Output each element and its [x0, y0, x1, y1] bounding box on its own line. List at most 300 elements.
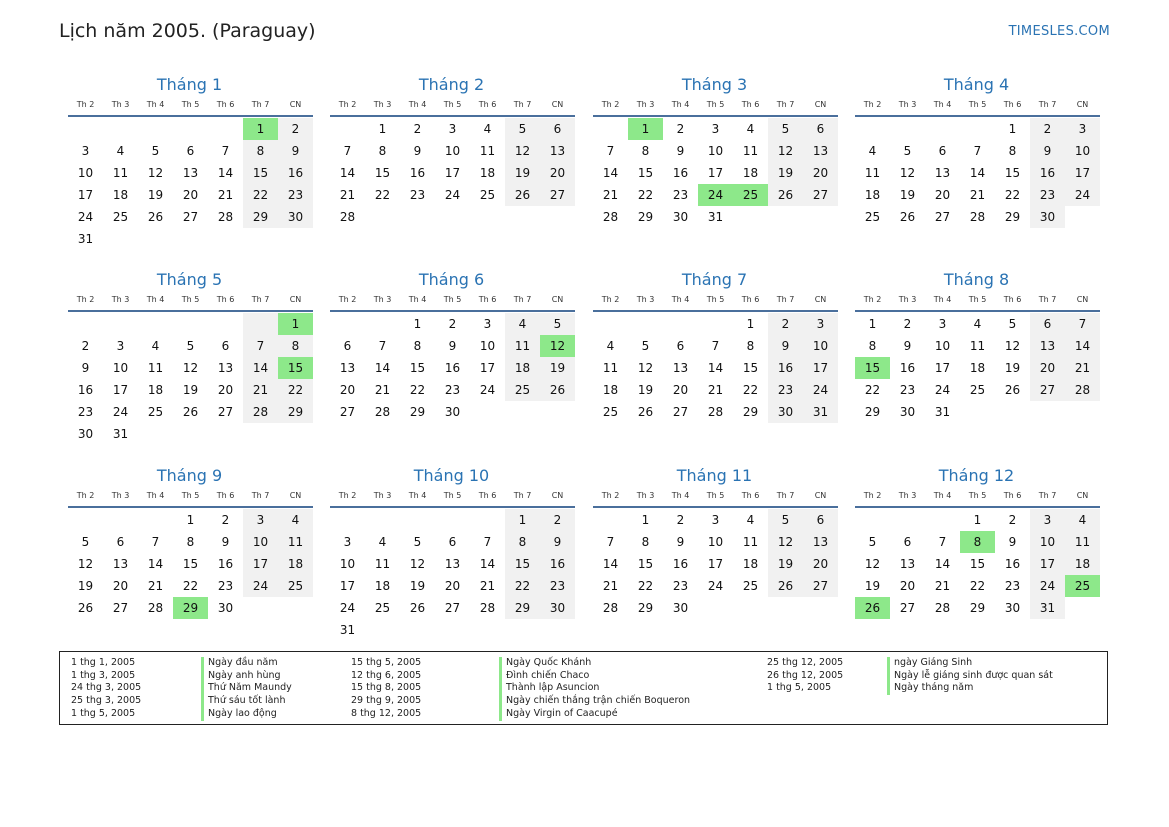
day-cell[interactable]: 25	[147, 405, 164, 419]
day-cell[interactable]: 30	[217, 601, 234, 615]
day-cell[interactable]: 1	[413, 317, 422, 331]
day-cell[interactable]: 26	[899, 210, 916, 224]
day-cell[interactable]: 17	[339, 579, 356, 593]
day-cell[interactable]: 8	[278, 335, 313, 357]
day-cell[interactable]: 16	[899, 361, 916, 375]
day-cell[interactable]: 31	[934, 405, 951, 419]
day-cell[interactable]: 22	[742, 383, 759, 397]
day-cell[interactable]: 24	[444, 188, 461, 202]
day-cell[interactable]: 18	[505, 357, 540, 379]
day-cell[interactable]: 4	[278, 509, 313, 531]
day-cell[interactable]: 10	[934, 339, 951, 353]
day-cell[interactable]: 25	[864, 210, 881, 224]
day-cell[interactable]: 23	[217, 579, 234, 593]
day-cell[interactable]: 10	[1030, 531, 1065, 553]
day-cell[interactable]: 26	[768, 184, 803, 206]
day-cell[interactable]: 8	[960, 531, 995, 553]
day-cell[interactable]: 30	[540, 597, 575, 619]
day-cell[interactable]: 21	[339, 188, 356, 202]
day-cell[interactable]: 1	[746, 317, 755, 331]
day-cell[interactable]: 2	[1008, 513, 1017, 527]
day-cell[interactable]: 2	[676, 513, 685, 527]
day-cell[interactable]: 8	[505, 531, 540, 553]
day-cell[interactable]: 27	[803, 575, 838, 597]
day-cell[interactable]: 24	[112, 405, 129, 419]
day-cell[interactable]: 5	[151, 144, 160, 158]
day-cell[interactable]: 13	[339, 361, 356, 375]
day-cell[interactable]: 28	[707, 405, 724, 419]
day-cell[interactable]: 10	[444, 144, 461, 158]
day-cell[interactable]: 26	[505, 184, 540, 206]
day-cell[interactable]: 21	[479, 579, 496, 593]
day-cell[interactable]: 16	[444, 361, 461, 375]
day-cell[interactable]: 19	[864, 579, 881, 593]
day-cell[interactable]: 30	[672, 210, 689, 224]
day-cell[interactable]: 5	[540, 313, 575, 335]
day-cell[interactable]: 11	[742, 144, 759, 158]
day-cell[interactable]: 24	[934, 383, 951, 397]
day-cell[interactable]: 9	[448, 339, 457, 353]
day-cell[interactable]: 19	[1004, 361, 1021, 375]
day-cell[interactable]: 3	[711, 513, 720, 527]
day-cell[interactable]: 4	[973, 317, 982, 331]
day-cell[interactable]: 8	[378, 144, 387, 158]
day-cell[interactable]: 20	[217, 383, 234, 397]
day-cell[interactable]: 25	[479, 188, 496, 202]
day-cell[interactable]: 17	[803, 357, 838, 379]
day-cell[interactable]: 20	[182, 188, 199, 202]
day-cell[interactable]: 27	[217, 405, 234, 419]
day-cell[interactable]: 1	[505, 509, 540, 531]
day-cell[interactable]: 8	[746, 339, 755, 353]
day-cell[interactable]: 17	[112, 383, 129, 397]
day-cell[interactable]: 20	[339, 383, 356, 397]
day-cell[interactable]: 28	[969, 210, 986, 224]
day-cell[interactable]: 29	[742, 405, 759, 419]
day-cell[interactable]: 24	[339, 601, 356, 615]
day-cell[interactable]: 10	[707, 144, 724, 158]
day-cell[interactable]: 6	[343, 339, 352, 353]
day-cell[interactable]: 4	[606, 339, 615, 353]
day-cell[interactable]: 29	[969, 601, 986, 615]
day-cell[interactable]: 3	[483, 317, 492, 331]
day-cell[interactable]: 31	[339, 623, 356, 637]
day-cell[interactable]: 9	[413, 144, 422, 158]
day-cell[interactable]: 4	[868, 144, 877, 158]
day-cell[interactable]: 5	[903, 144, 912, 158]
day-cell[interactable]: 26	[409, 601, 426, 615]
day-cell[interactable]: 10	[803, 335, 838, 357]
day-cell[interactable]: 15	[1004, 166, 1021, 180]
day-cell[interactable]: 3	[116, 339, 125, 353]
day-cell[interactable]: 17	[243, 553, 278, 575]
day-cell[interactable]: 21	[1065, 357, 1100, 379]
day-cell[interactable]: 25	[742, 579, 759, 593]
day-cell[interactable]: 13	[444, 557, 461, 571]
day-cell[interactable]: 30	[1030, 206, 1065, 228]
day-cell[interactable]: 28	[374, 405, 391, 419]
day-cell[interactable]: 30	[278, 206, 313, 228]
day-cell[interactable]: 21	[243, 379, 278, 401]
day-cell[interactable]: 9	[676, 535, 685, 549]
day-cell[interactable]: 8	[641, 535, 650, 549]
day-cell[interactable]: 23	[899, 383, 916, 397]
day-cell[interactable]: 9	[768, 335, 803, 357]
day-cell[interactable]: 29	[637, 210, 654, 224]
day-cell[interactable]: 28	[1065, 379, 1100, 401]
day-cell[interactable]: 20	[934, 188, 951, 202]
day-cell[interactable]: 27	[672, 405, 689, 419]
day-cell[interactable]: 9	[1008, 535, 1017, 549]
day-cell[interactable]: 16	[409, 166, 426, 180]
day-cell[interactable]: 16	[1004, 557, 1021, 571]
day-cell[interactable]: 3	[803, 313, 838, 335]
day-cell[interactable]: 10	[77, 166, 94, 180]
day-cell[interactable]: 22	[864, 383, 881, 397]
day-cell[interactable]: 19	[182, 383, 199, 397]
day-cell[interactable]: 26	[540, 379, 575, 401]
day-cell[interactable]: 26	[147, 210, 164, 224]
day-cell[interactable]: 14	[1065, 335, 1100, 357]
day-cell[interactable]: 23	[672, 188, 689, 202]
day-cell[interactable]: 15	[637, 166, 654, 180]
day-cell[interactable]: 13	[540, 140, 575, 162]
site-link[interactable]: TIMESLES.COM	[1008, 24, 1110, 39]
day-cell[interactable]: 20	[672, 383, 689, 397]
day-cell[interactable]: 22	[182, 579, 199, 593]
day-cell[interactable]: 27	[444, 601, 461, 615]
day-cell[interactable]: 9	[221, 535, 230, 549]
day-cell[interactable]: 11	[602, 361, 619, 375]
day-cell[interactable]: 6	[116, 535, 125, 549]
day-cell[interactable]: 16	[672, 557, 689, 571]
day-cell[interactable]: 12	[637, 361, 654, 375]
day-cell[interactable]: 22	[1004, 188, 1021, 202]
day-cell[interactable]: 31	[77, 232, 94, 246]
day-cell[interactable]: 26	[1004, 383, 1021, 397]
day-cell[interactable]: 25	[602, 405, 619, 419]
day-cell[interactable]: 8	[413, 339, 422, 353]
day-cell[interactable]: 25	[733, 184, 768, 206]
day-cell[interactable]: 3	[343, 535, 352, 549]
day-cell[interactable]: 17	[444, 166, 461, 180]
day-cell[interactable]: 7	[711, 339, 720, 353]
day-cell[interactable]: 23	[278, 184, 313, 206]
day-cell[interactable]: 20	[899, 579, 916, 593]
day-cell[interactable]: 6	[1030, 313, 1065, 335]
day-cell[interactable]: 19	[768, 553, 803, 575]
day-cell[interactable]: 9	[81, 361, 90, 375]
day-cell[interactable]: 24	[803, 379, 838, 401]
day-cell[interactable]: 12	[409, 557, 426, 571]
day-cell[interactable]: 4	[746, 513, 755, 527]
day-cell[interactable]: 26	[637, 405, 654, 419]
day-cell[interactable]: 20	[803, 553, 838, 575]
day-cell[interactable]: 5	[641, 339, 650, 353]
day-cell[interactable]: 9	[903, 339, 912, 353]
day-cell[interactable]: 21	[217, 188, 234, 202]
day-cell[interactable]: 11	[969, 339, 986, 353]
day-cell[interactable]: 2	[540, 509, 575, 531]
day-cell[interactable]: 24	[243, 575, 278, 597]
day-cell[interactable]: 20	[803, 162, 838, 184]
day-cell[interactable]: 21	[934, 579, 951, 593]
day-cell[interactable]: 11	[479, 144, 496, 158]
day-cell[interactable]: 25	[278, 575, 313, 597]
day-cell[interactable]: 2	[676, 122, 685, 136]
day-cell[interactable]: 21	[602, 188, 619, 202]
day-cell[interactable]: 12	[899, 166, 916, 180]
day-cell[interactable]: 9	[278, 140, 313, 162]
day-cell[interactable]: 3	[1030, 509, 1065, 531]
day-cell[interactable]: 12	[77, 557, 94, 571]
day-cell[interactable]: 29	[864, 405, 881, 419]
day-cell[interactable]: 15	[855, 357, 890, 379]
day-cell[interactable]: 15	[243, 162, 278, 184]
day-cell[interactable]: 7	[151, 535, 160, 549]
day-cell[interactable]: 9	[1030, 140, 1065, 162]
day-cell[interactable]: 6	[676, 339, 685, 353]
day-cell[interactable]: 8	[868, 339, 877, 353]
day-cell[interactable]: 22	[505, 575, 540, 597]
day-cell[interactable]: 16	[540, 553, 575, 575]
day-cell[interactable]: 2	[413, 122, 422, 136]
day-cell[interactable]: 7	[221, 144, 230, 158]
day-cell[interactable]: 16	[278, 162, 313, 184]
day-cell[interactable]: 27	[112, 601, 129, 615]
day-cell[interactable]: 6	[803, 118, 838, 140]
day-cell[interactable]: 21	[374, 383, 391, 397]
day-cell[interactable]: 10	[1065, 140, 1100, 162]
day-cell[interactable]: 22	[243, 184, 278, 206]
day-cell[interactable]: 18	[1065, 553, 1100, 575]
day-cell[interactable]: 19	[540, 357, 575, 379]
day-cell[interactable]: 24	[1030, 575, 1065, 597]
day-cell[interactable]: 24	[698, 184, 733, 206]
day-cell[interactable]: 31	[803, 401, 838, 423]
day-cell[interactable]: 14	[339, 166, 356, 180]
day-cell[interactable]: 8	[243, 140, 278, 162]
day-cell[interactable]: 8	[641, 144, 650, 158]
day-cell[interactable]: 23	[672, 579, 689, 593]
day-cell[interactable]: 1	[378, 122, 387, 136]
day-cell[interactable]: 19	[77, 579, 94, 593]
day-cell[interactable]: 7	[606, 535, 615, 549]
day-cell[interactable]: 24	[77, 210, 94, 224]
day-cell[interactable]: 29	[505, 597, 540, 619]
day-cell[interactable]: 6	[448, 535, 457, 549]
day-cell[interactable]: 6	[186, 144, 195, 158]
day-cell[interactable]: 5	[768, 118, 803, 140]
day-cell[interactable]: 5	[81, 535, 90, 549]
day-cell[interactable]: 10	[707, 535, 724, 549]
day-cell[interactable]: 30	[1004, 601, 1021, 615]
day-cell[interactable]: 30	[768, 401, 803, 423]
day-cell[interactable]: 8	[1008, 144, 1017, 158]
day-cell[interactable]: 11	[112, 166, 129, 180]
day-cell[interactable]: 31	[707, 210, 724, 224]
day-cell[interactable]: 12	[864, 557, 881, 571]
day-cell[interactable]: 11	[1065, 531, 1100, 553]
day-cell[interactable]: 29	[637, 601, 654, 615]
day-cell[interactable]: 30	[899, 405, 916, 419]
day-cell[interactable]: 27	[1030, 379, 1065, 401]
day-cell[interactable]: 14	[602, 166, 619, 180]
day-cell[interactable]: 6	[540, 118, 575, 140]
day-cell[interactable]: 15	[374, 166, 391, 180]
day-cell[interactable]: 11	[278, 531, 313, 553]
day-cell[interactable]: 1	[628, 118, 663, 140]
day-cell[interactable]: 3	[1065, 118, 1100, 140]
day-cell[interactable]: 27	[899, 601, 916, 615]
day-cell[interactable]: 14	[707, 361, 724, 375]
day-cell[interactable]: 2	[448, 317, 457, 331]
day-cell[interactable]: 13	[803, 140, 838, 162]
day-cell[interactable]: 20	[112, 579, 129, 593]
day-cell[interactable]: 14	[217, 166, 234, 180]
day-cell[interactable]: 2	[1030, 118, 1065, 140]
day-cell[interactable]: 4	[505, 313, 540, 335]
day-cell[interactable]: 23	[1004, 579, 1021, 593]
day-cell[interactable]: 4	[746, 122, 755, 136]
day-cell[interactable]: 28	[602, 601, 619, 615]
day-cell[interactable]: 15	[505, 553, 540, 575]
day-cell[interactable]: 12	[147, 166, 164, 180]
day-cell[interactable]: 27	[339, 405, 356, 419]
day-cell[interactable]: 17	[707, 166, 724, 180]
day-cell[interactable]: 21	[969, 188, 986, 202]
day-cell[interactable]: 18	[742, 557, 759, 571]
day-cell[interactable]: 13	[672, 361, 689, 375]
day-cell[interactable]: 17	[77, 188, 94, 202]
day-cell[interactable]: 21	[707, 383, 724, 397]
day-cell[interactable]: 7	[606, 144, 615, 158]
day-cell[interactable]: 13	[217, 361, 234, 375]
day-cell[interactable]: 2	[278, 118, 313, 140]
day-cell[interactable]: 1	[243, 118, 278, 140]
day-cell[interactable]: 17	[479, 361, 496, 375]
day-cell[interactable]: 28	[602, 210, 619, 224]
day-cell[interactable]: 9	[676, 144, 685, 158]
day-cell[interactable]: 18	[969, 361, 986, 375]
day-cell[interactable]: 11	[505, 335, 540, 357]
day-cell[interactable]: 15	[409, 361, 426, 375]
day-cell[interactable]: 24	[707, 579, 724, 593]
day-cell[interactable]: 19	[147, 188, 164, 202]
day-cell[interactable]: 12	[768, 531, 803, 553]
day-cell[interactable]: 27	[803, 184, 838, 206]
day-cell[interactable]: 15	[969, 557, 986, 571]
day-cell[interactable]: 17	[1030, 553, 1065, 575]
day-cell[interactable]: 18	[479, 166, 496, 180]
day-cell[interactable]: 21	[602, 579, 619, 593]
day-cell[interactable]: 2	[81, 339, 90, 353]
day-cell[interactable]: 3	[938, 317, 947, 331]
day-cell[interactable]: 18	[147, 383, 164, 397]
day-cell[interactable]: 18	[742, 166, 759, 180]
day-cell[interactable]: 19	[899, 188, 916, 202]
day-cell[interactable]: 30	[444, 405, 461, 419]
day-cell[interactable]: 22	[278, 379, 313, 401]
day-cell[interactable]: 6	[903, 535, 912, 549]
day-cell[interactable]: 1	[641, 513, 650, 527]
day-cell[interactable]: 10	[339, 557, 356, 571]
day-cell[interactable]: 12	[540, 335, 575, 357]
day-cell[interactable]: 14	[934, 557, 951, 571]
day-cell[interactable]: 22	[969, 579, 986, 593]
day-cell[interactable]: 23	[444, 383, 461, 397]
day-cell[interactable]: 12	[768, 140, 803, 162]
day-cell[interactable]: 26	[182, 405, 199, 419]
day-cell[interactable]: 31	[1030, 597, 1065, 619]
day-cell[interactable]: 30	[672, 601, 689, 615]
day-cell[interactable]: 1	[1008, 122, 1017, 136]
day-cell[interactable]: 14	[969, 166, 986, 180]
day-cell[interactable]: 23	[77, 405, 94, 419]
day-cell[interactable]: 16	[1030, 162, 1065, 184]
day-cell[interactable]: 14	[243, 357, 278, 379]
day-cell[interactable]: 16	[672, 166, 689, 180]
day-cell[interactable]: 7	[343, 144, 352, 158]
day-cell[interactable]: 23	[540, 575, 575, 597]
day-cell[interactable]: 27	[540, 184, 575, 206]
day-cell[interactable]: 1	[278, 313, 313, 335]
day-cell[interactable]: 5	[868, 535, 877, 549]
day-cell[interactable]: 21	[147, 579, 164, 593]
day-cell[interactable]: 28	[147, 601, 164, 615]
day-cell[interactable]: 7	[938, 535, 947, 549]
day-cell[interactable]: 1	[186, 513, 195, 527]
day-cell[interactable]: 22	[637, 579, 654, 593]
day-cell[interactable]: 25	[505, 379, 540, 401]
day-cell[interactable]: 12	[505, 140, 540, 162]
day-cell[interactable]: 7	[483, 535, 492, 549]
day-cell[interactable]: 7	[378, 339, 387, 353]
day-cell[interactable]: 25	[374, 601, 391, 615]
day-cell[interactable]: 24	[1065, 184, 1100, 206]
day-cell[interactable]: 28	[243, 401, 278, 423]
day-cell[interactable]: 14	[479, 557, 496, 571]
day-cell[interactable]: 11	[742, 535, 759, 549]
day-cell[interactable]: 17	[707, 557, 724, 571]
day-cell[interactable]: 29	[409, 405, 426, 419]
day-cell[interactable]: 6	[803, 509, 838, 531]
day-cell[interactable]: 18	[864, 188, 881, 202]
day-cell[interactable]: 19	[409, 579, 426, 593]
day-cell[interactable]: 28	[934, 601, 951, 615]
day-cell[interactable]: 31	[112, 427, 129, 441]
day-cell[interactable]: 26	[855, 597, 890, 619]
day-cell[interactable]: 10	[112, 361, 129, 375]
day-cell[interactable]: 13	[112, 557, 129, 571]
day-cell[interactable]: 9	[540, 531, 575, 553]
day-cell[interactable]: 2	[221, 513, 230, 527]
day-cell[interactable]: 16	[768, 357, 803, 379]
day-cell[interactable]: 15	[182, 557, 199, 571]
day-cell[interactable]: 13	[934, 166, 951, 180]
day-cell[interactable]: 4	[1065, 509, 1100, 531]
day-cell[interactable]: 28	[217, 210, 234, 224]
day-cell[interactable]: 18	[112, 188, 129, 202]
day-cell[interactable]: 27	[182, 210, 199, 224]
day-cell[interactable]: 7	[243, 335, 278, 357]
day-cell[interactable]: 12	[182, 361, 199, 375]
day-cell[interactable]: 19	[505, 162, 540, 184]
day-cell[interactable]: 1	[973, 513, 982, 527]
day-cell[interactable]: 14	[374, 361, 391, 375]
day-cell[interactable]: 3	[243, 509, 278, 531]
day-cell[interactable]: 25	[969, 383, 986, 397]
